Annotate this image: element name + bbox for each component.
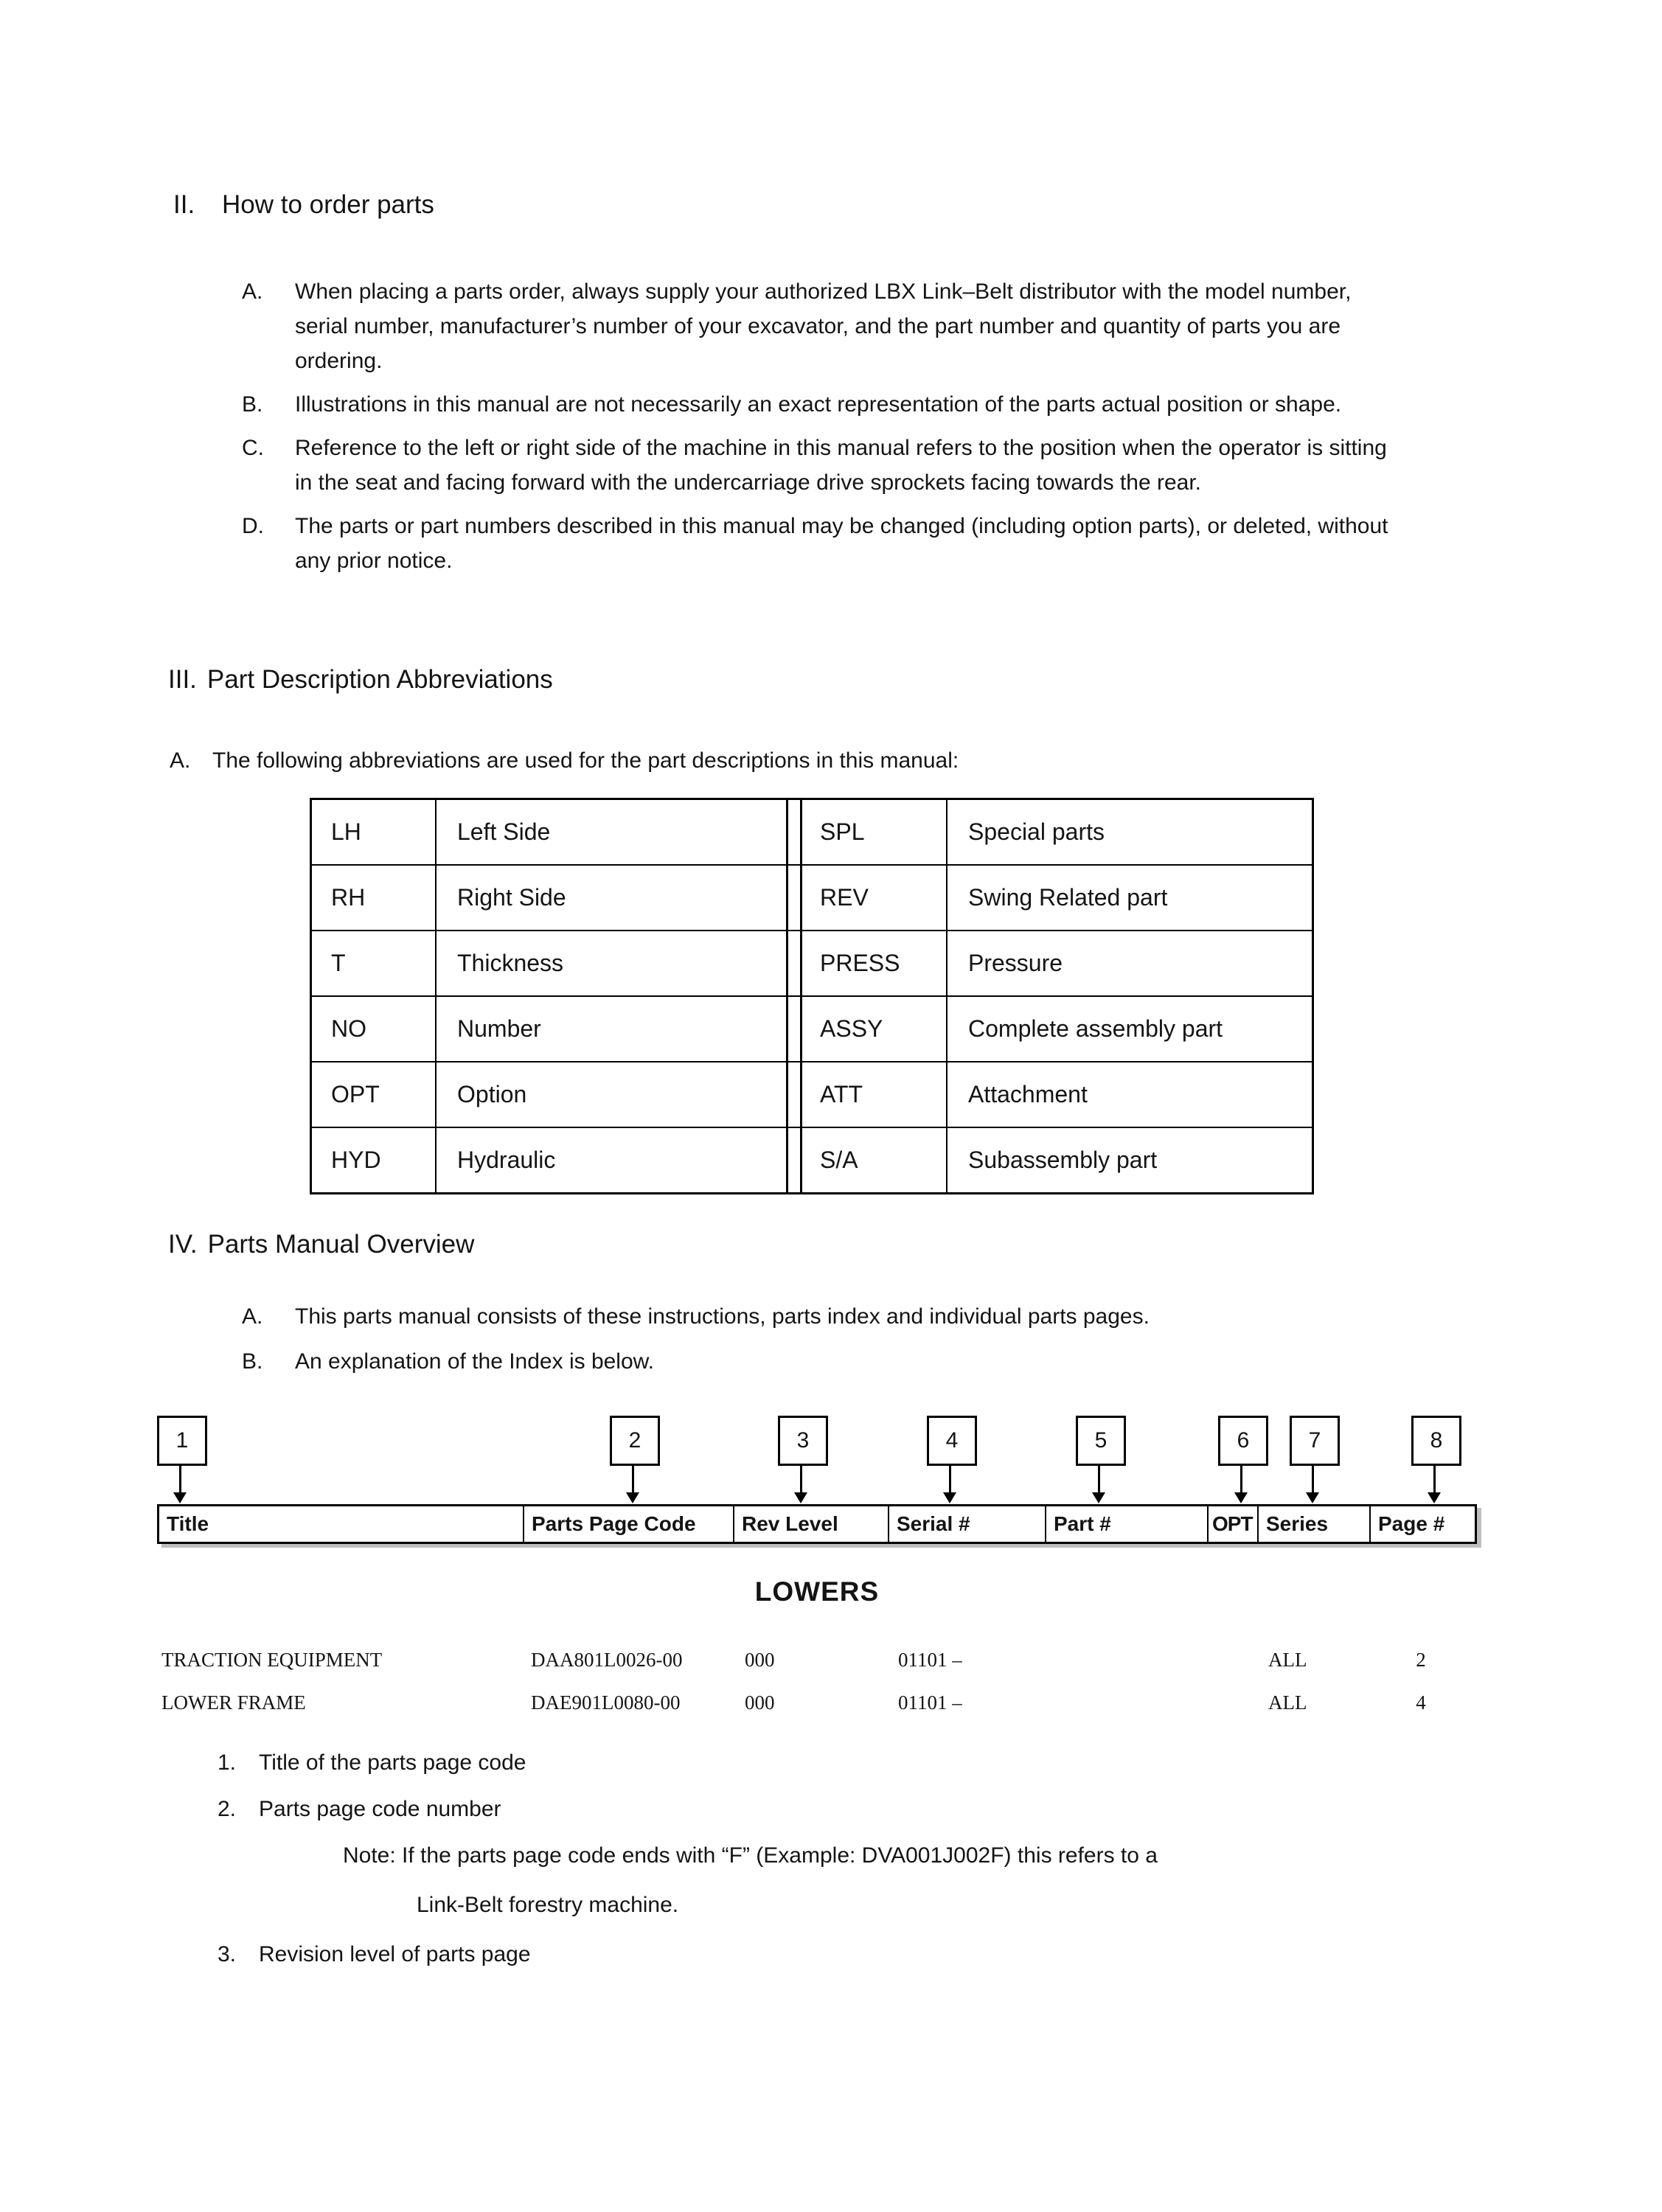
desc-cell: Complete assembly part: [947, 996, 1313, 1062]
row-page: 4: [1416, 1691, 1426, 1714]
callout-box-7: 7: [1290, 1416, 1340, 1466]
table-row: [311, 865, 1313, 931]
list-item-label: D.: [242, 514, 264, 538]
desc-cell: Thickness: [436, 931, 787, 996]
callout-box-1: 1: [157, 1416, 207, 1466]
callout-box-5: 5: [1076, 1416, 1126, 1466]
desc-cell: Attachment: [947, 1062, 1313, 1127]
list-item-text: The following abbreviations are used for the part descriptions in this manual:: [212, 748, 959, 773]
list-item: [242, 274, 1394, 378]
list-item: [242, 387, 1394, 422]
desc-cell: Special parts: [947, 799, 1313, 866]
down-arrow-icon: [949, 1466, 951, 1492]
down-arrow-icon: [632, 1466, 634, 1492]
section-heading-abbreviations: [168, 665, 553, 695]
section-title: Parts Manual Overview: [207, 1230, 475, 1259]
list-item-label: A.: [242, 279, 263, 304]
abbr-cell: OPT: [311, 1062, 437, 1127]
list-item-label: B.: [242, 1349, 263, 1374]
legend-item-text: Revision level of parts page: [259, 1942, 531, 1966]
callout-box-6: 6: [1218, 1416, 1268, 1466]
abbr-cell: ASSY: [802, 996, 948, 1062]
desc-cell: Right Side: [436, 865, 787, 931]
section-heading-how-to-order: [173, 190, 434, 220]
index-header-bar: [157, 1504, 1477, 1544]
down-arrow-icon: [1240, 1466, 1242, 1492]
row-serial: 01101 –: [898, 1691, 962, 1714]
desc-cell: Number: [436, 996, 787, 1062]
table-divider: [787, 1062, 802, 1127]
list-item: [242, 1344, 1422, 1379]
list-item-label: C.: [242, 436, 264, 460]
column-header-title: Title: [159, 1506, 524, 1542]
table-divider: [787, 865, 802, 931]
desc-cell: Pressure: [947, 931, 1313, 996]
abbr-cell: T: [311, 931, 437, 996]
legend-item-text: Parts page code number: [259, 1797, 501, 1821]
list-item-label: A.: [170, 748, 191, 773]
table-divider: [787, 996, 802, 1062]
legend-item: [218, 1746, 1471, 1779]
down-arrow-icon: [800, 1466, 802, 1492]
legend-note-line2: Link-Belt forestry machine.: [417, 1893, 679, 1917]
row-code: DAE901L0080-00: [531, 1691, 681, 1714]
abbr-cell: RH: [311, 865, 437, 931]
callout-box-4: 4: [927, 1416, 977, 1466]
abbr-cell: REV: [802, 865, 948, 931]
desc-cell: Option: [436, 1062, 787, 1127]
abbr-cell: LH: [311, 799, 437, 866]
row-serial: 01101 –: [898, 1648, 962, 1671]
row-opt: [1206, 1638, 1256, 1681]
row-title: TRACTION EQUIPMENT: [161, 1648, 383, 1671]
column-header-rev: Rev Level: [734, 1506, 889, 1542]
abbr-cell: HYD: [311, 1127, 437, 1194]
table-row: [311, 996, 1313, 1062]
list-item: [242, 509, 1394, 578]
table-divider: [787, 1127, 802, 1194]
list-item-text: When placing a parts order, always supply your authorized LBX Link–Belt distributor with the model number, serial number, manufacturer’s number of your excavator, and the part number and quantity of parts you are ordering.: [295, 279, 1352, 373]
column-header-serial: Serial #: [889, 1506, 1046, 1542]
row-part: [1044, 1681, 1206, 1724]
legend-item-text: Title of the parts page code: [259, 1750, 526, 1775]
row-code: DAA801L0026-00: [531, 1648, 683, 1671]
callout-box-2: 2: [610, 1416, 660, 1466]
column-header-page: Page #: [1378, 1512, 1445, 1535]
desc-cell: Subassembly part: [968, 1147, 1158, 1173]
desc-cell: Swing Related part: [947, 865, 1313, 931]
list-item: [242, 1299, 1422, 1334]
section-number: IV.: [168, 1230, 198, 1259]
legend-item: [218, 1792, 1471, 1826]
abbr-cell: PRESS: [802, 931, 948, 996]
row-part: [1044, 1638, 1206, 1681]
column-header-part: Part #: [1046, 1506, 1209, 1542]
legend-list: [218, 1746, 1471, 1984]
row-series: ALL: [1268, 1691, 1307, 1714]
down-arrow-icon: [1098, 1466, 1100, 1492]
abbr-cell: ATT: [802, 1062, 948, 1127]
abbreviations-table: [310, 798, 1314, 1194]
column-header-code: Parts Page Code: [524, 1506, 734, 1542]
column-header-opt: OPT: [1209, 1506, 1259, 1542]
table-divider: [787, 799, 802, 866]
row-rev: 000: [745, 1648, 775, 1671]
list-item: [242, 431, 1394, 500]
legend-item: [218, 1938, 1471, 1971]
legend-item-number: 2.: [218, 1797, 237, 1821]
group-title-lowers: LOWERS: [754, 1576, 880, 1607]
column-header-series: Series: [1259, 1506, 1371, 1542]
table-row: [311, 799, 1313, 866]
index-row: [157, 1638, 1477, 1681]
index-row: [157, 1681, 1477, 1724]
table-row: [311, 1127, 1313, 1194]
section-title: How to order parts: [222, 190, 434, 219]
abbr-cell: NO: [311, 996, 437, 1062]
list-item-text: An explanation of the Index is below.: [295, 1349, 655, 1374]
section-number: III.: [168, 665, 197, 694]
index-diagram: [0, 1410, 1662, 1557]
section-heading-overview: [168, 1230, 474, 1259]
abbr-cell: SPL: [802, 799, 948, 866]
legend-item-number: 1.: [218, 1750, 237, 1775]
legend-note-line1: Note: If the parts page code ends with “F” (Example: DVA001J002F) this refers to a: [343, 1843, 1158, 1868]
row-series: ALL: [1268, 1648, 1307, 1671]
abbreviations-intro: [170, 743, 1423, 778]
section-title: Part Description Abbreviations: [206, 665, 553, 694]
down-arrow-icon: [1433, 1466, 1436, 1492]
row-rev: 000: [745, 1691, 775, 1714]
callout-box-8: 8: [1411, 1416, 1461, 1466]
abbr-cell: S/A: [802, 1127, 948, 1194]
legend-item-number: 3.: [218, 1942, 237, 1966]
list-item-text: This parts manual consists of these instructions, parts index and individual parts pages.: [295, 1304, 1150, 1329]
list-item-label: A.: [242, 1304, 263, 1329]
section-number: II.: [173, 190, 195, 219]
list-item-text: The parts or part numbers described in this manual may be changed (including option parts), or deleted, without any prior notice.: [295, 514, 1388, 573]
table-row: [311, 931, 1313, 996]
callout-box-3: 3: [778, 1416, 828, 1466]
down-arrow-icon: [1312, 1466, 1314, 1492]
down-arrow-icon: [179, 1466, 181, 1492]
list-item-text: Reference to the left or right side of the machine in this manual refers to the position when the operator is sitting in the seat and facing forward with the undercarriage drive sprockets facing towards the rear.: [295, 436, 1387, 495]
section-overview-list: [242, 1299, 1422, 1388]
section-order-list: [242, 274, 1394, 587]
desc-cell: Hydraulic: [436, 1127, 787, 1194]
desc-cell: Left Side: [436, 799, 787, 866]
row-title: LOWER FRAME: [161, 1691, 306, 1714]
table-divider: [787, 931, 802, 996]
row-opt: [1206, 1681, 1256, 1724]
list-item-text: Illustrations in this manual are not necessarily an exact representation of the parts actual position or shape.: [295, 392, 1342, 417]
row-page: 2: [1416, 1648, 1426, 1671]
table-row: [311, 1062, 1313, 1127]
list-item-label: B.: [242, 392, 263, 417]
